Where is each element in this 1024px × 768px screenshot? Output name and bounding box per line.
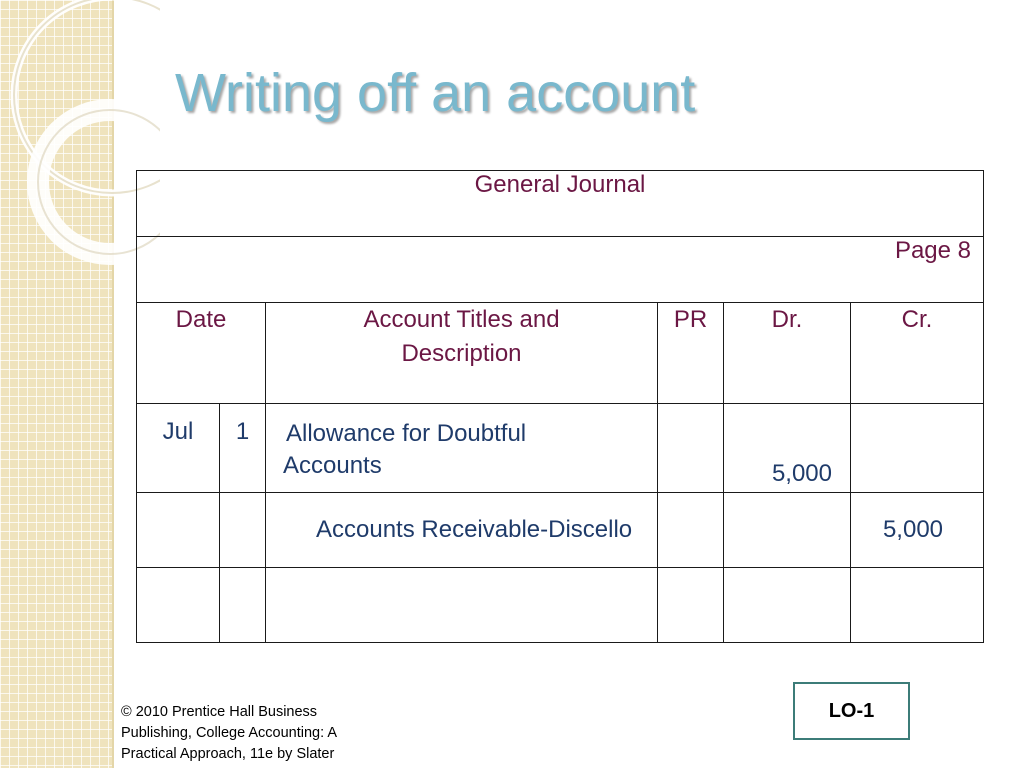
entry-debit: 5,000 xyxy=(724,404,851,493)
column-header-row xyxy=(137,303,984,404)
entry-day xyxy=(220,493,266,568)
entry-pr xyxy=(658,493,724,568)
table-row xyxy=(137,493,984,568)
entry-credit xyxy=(851,568,984,643)
page-number-row xyxy=(137,237,984,303)
table-row xyxy=(137,568,984,643)
entry-month xyxy=(137,493,220,568)
credit-header: Cr. xyxy=(851,303,984,404)
entry-debit xyxy=(724,568,851,643)
entry-debit xyxy=(724,493,851,568)
entry-account: Accounts Receivable-Discello xyxy=(266,493,658,568)
entry-pr xyxy=(658,568,724,643)
entry-month xyxy=(137,568,220,643)
learning-objective-label: LO-1 xyxy=(828,699,875,722)
entry-month: Jul xyxy=(137,404,220,493)
entry-credit: 5,000 xyxy=(851,493,984,568)
account-titles-header: Account Titles and Description xyxy=(266,303,658,404)
journal-title: General Journal xyxy=(137,171,984,237)
entry-day: 1 xyxy=(220,404,266,493)
date-header: Date xyxy=(137,303,266,404)
entry-pr xyxy=(658,404,724,493)
entry-day xyxy=(220,568,266,643)
page-number: Page 8 xyxy=(894,237,972,264)
journal-title-row xyxy=(137,171,984,237)
pr-header: PR xyxy=(658,303,724,404)
entry-credit xyxy=(851,404,984,493)
table-row xyxy=(137,404,984,493)
entry-account: Allowance for Doubtful Accounts xyxy=(266,404,658,493)
slide-title: Writing off an account xyxy=(175,63,696,123)
entry-account xyxy=(266,568,658,643)
debit-header: Dr. xyxy=(724,303,851,404)
learning-objective-badge xyxy=(793,682,910,740)
copyright-footer: © 2010 Prentice Hall Business Publishing, College Accounting: A Practical Approach, 11e by Slater xyxy=(121,704,338,762)
general-journal-table xyxy=(136,170,984,643)
